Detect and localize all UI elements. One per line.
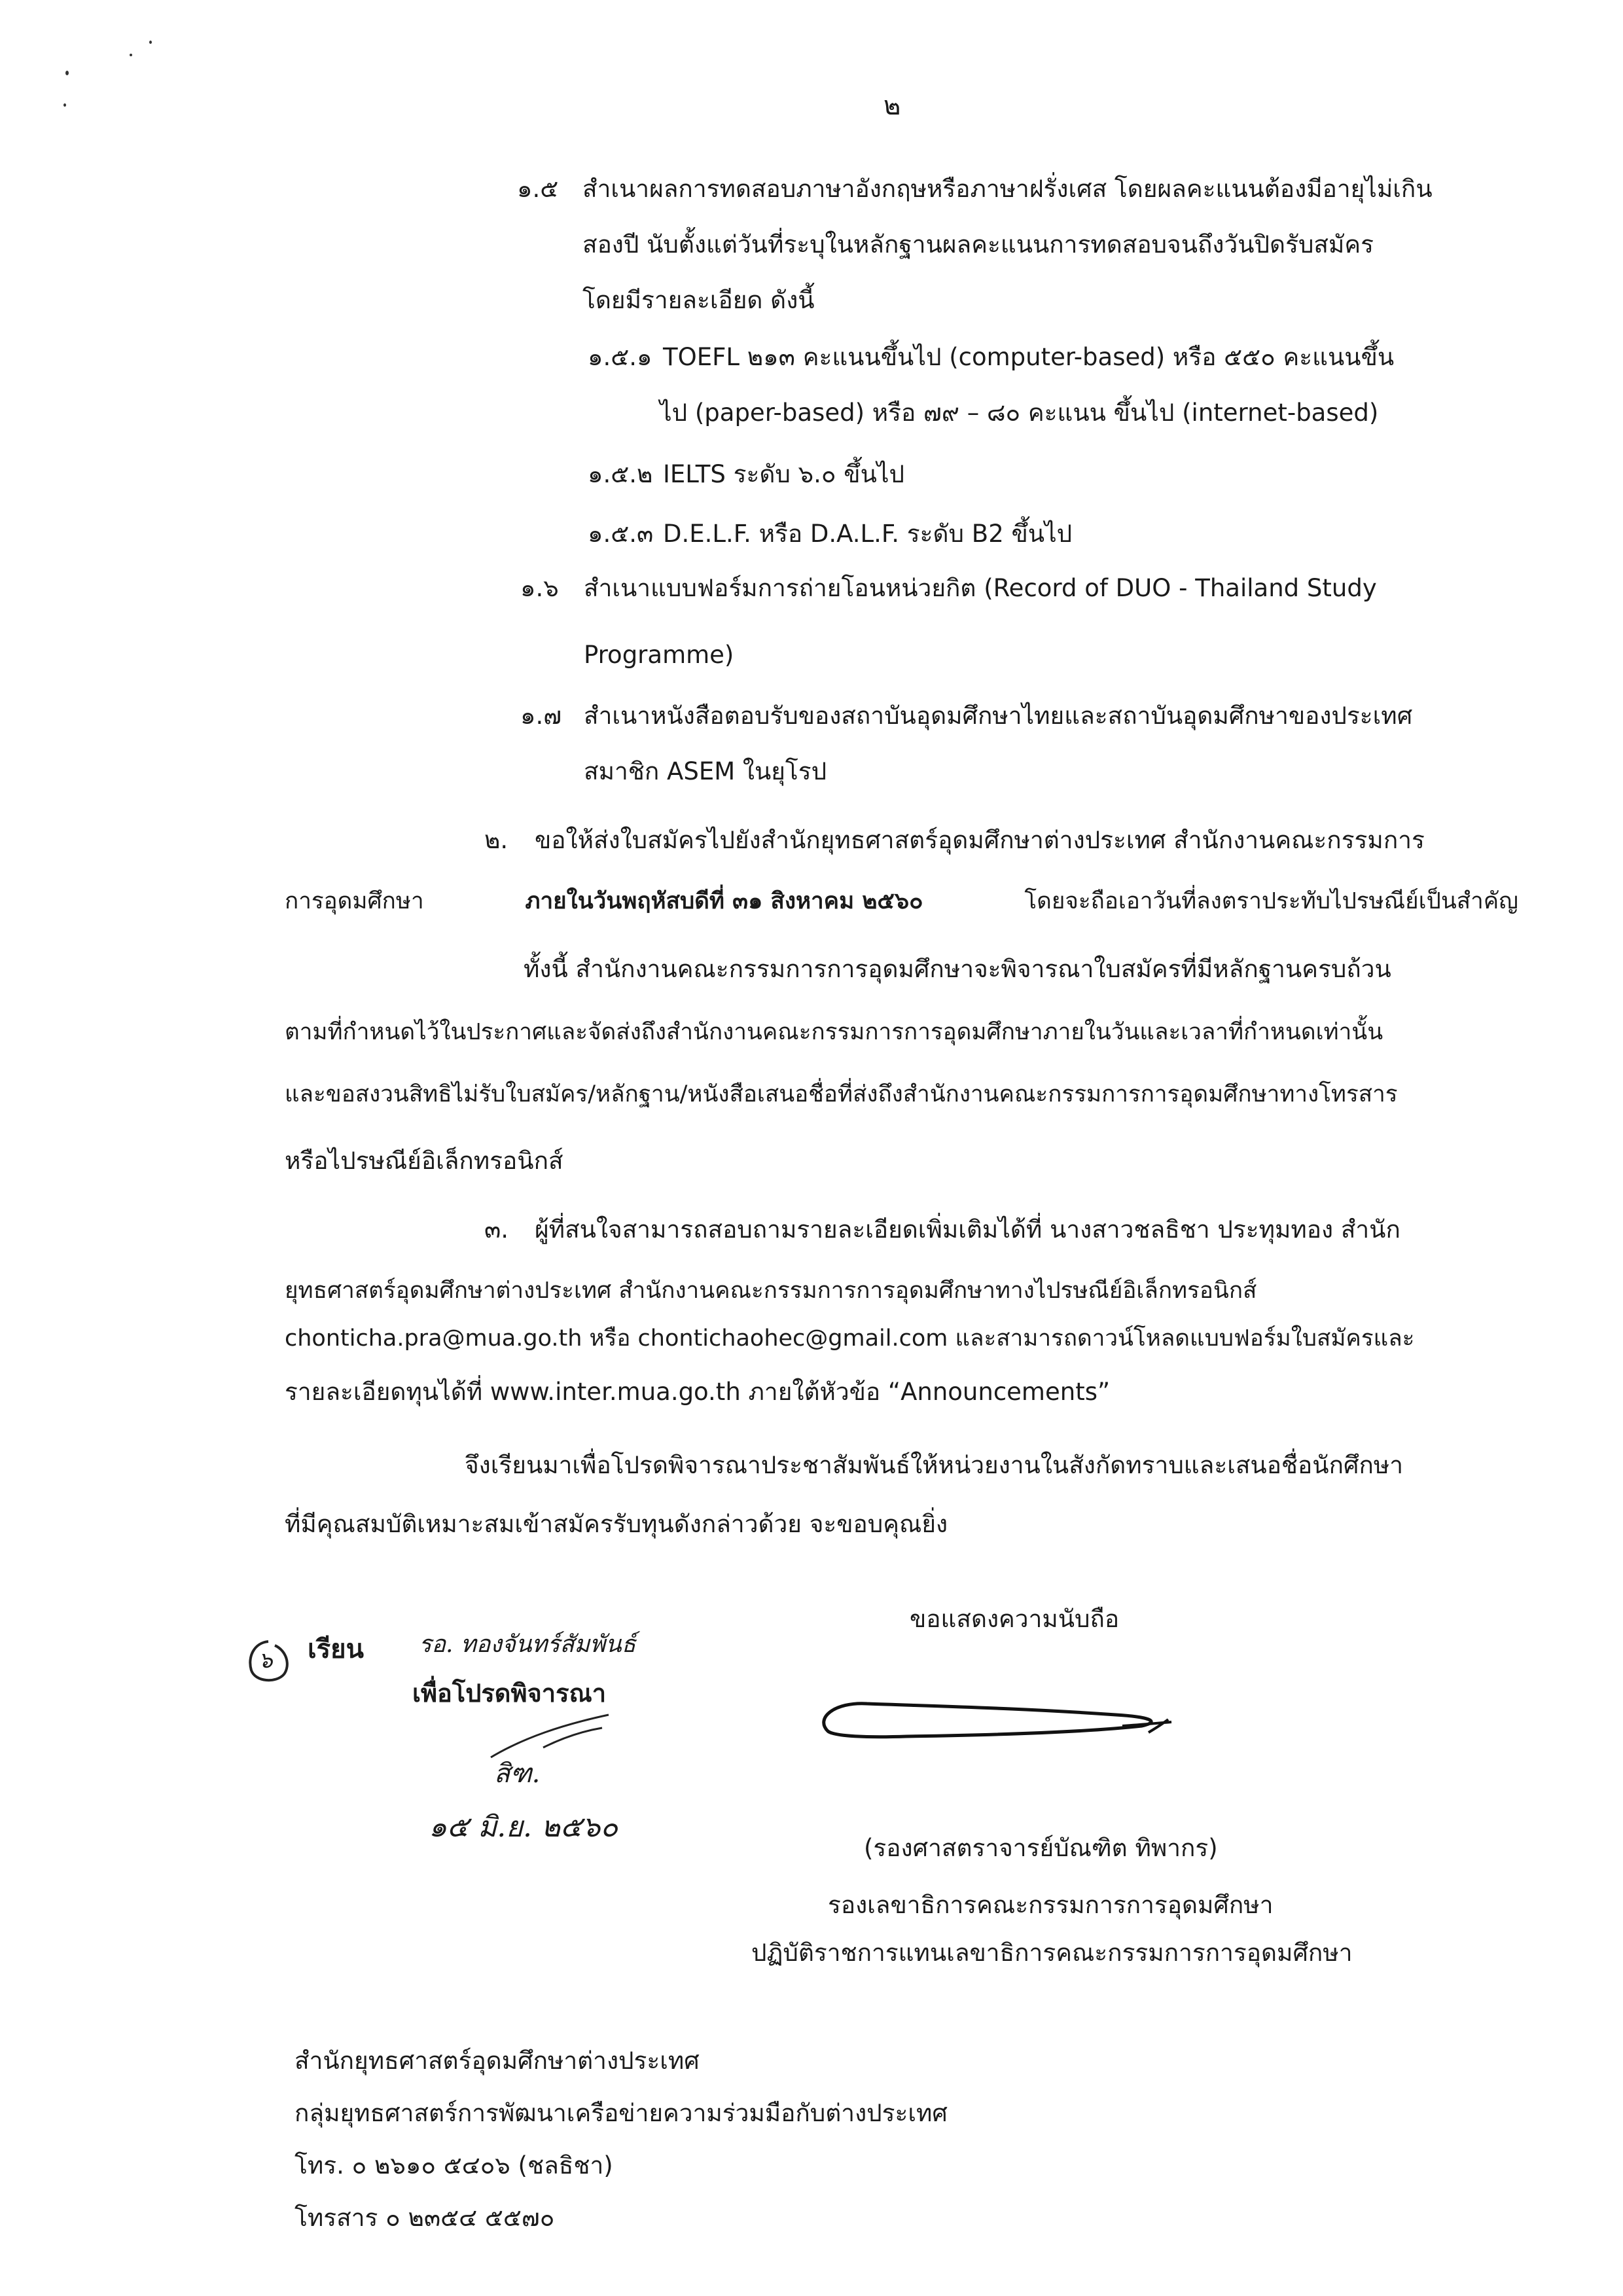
item-number: ๑.๖ (520, 574, 559, 602)
scan-speck (63, 103, 66, 107)
subitem-text: ไป (paper-based) หรือ ๗๙ – ๘๐ คะแนน ขึ้นไป (internet-based) (660, 399, 1379, 427)
item-text: สำเนาผลการทดสอบภาษาอังกฤษหรือภาษาฝรั่งเศส โดยผลคะแนนต้องมีอายุไม่เกิน (582, 175, 1433, 203)
memo-date: ๑๕ มิ.ย. ๒๕๖๐ (429, 1810, 618, 1844)
closing-text: ที่มีคุณสมบัติเหมาะสมเข้าสมัครรับทุนดังกล่าวด้วย จะขอบคุณยิ่ง (285, 1510, 948, 1538)
deadline: ภายในวันพฤหัสบดีที่ ๓๑ สิงหาคม ๒๕๖๐ (525, 888, 923, 914)
item-text: Programme) (584, 641, 734, 669)
scan-speck (149, 41, 152, 44)
signer-position: รองเลขาธิการคณะกรรมการการอุดมศึกษา (828, 1891, 1274, 1919)
item-text: สำเนาแบบฟอร์มการถ่ายโอนหน่วยกิต (Record of DUO - Thailand Study (584, 574, 1377, 602)
memo-addressee: รอ. ทองจันทร์สัมพันธ์ (419, 1631, 636, 1658)
memo-request: เพื่อโปรดพิจารณา (412, 1679, 607, 1708)
memo-to: เรียน (308, 1634, 364, 1664)
section-text: ขอให้ส่งใบสมัครไปยังสำนักยุทธศาสตร์อุดมศึกษาต่างประเทศ สำนักงานคณะกรรมการ (535, 826, 1425, 854)
section-text: รายละเอียดทุนได้ที่ www.inter.mua.go.th ภายใต้หัวข้อ “Announcements” (285, 1378, 1111, 1406)
page-number: ๒ (883, 91, 901, 121)
notice-text: และขอสงวนสิทธิไม่รับใบสมัคร/หลักฐาน/หนังสือเสนอชื่อที่ส่งถึงสำนักงานคณะกรรมการการอุดมศึกษาทางโทรสาร (285, 1081, 1398, 1107)
section-text: การอุดมศึกษา ภายในวันพฤหัสบดีที่ ๓๑ สิงหาคม ๒๕๖๐ โดยจะถือเอาวันที่ลงตราประทับไปรษณีย์เป็นสำคัญ (285, 888, 1518, 914)
notice-text: หรือไปรษณีย์อิเล็กทรอนิกส์ (285, 1147, 563, 1175)
closing-text: จึงเรียนมาเพื่อโปรดพิจารณาประชาสัมพันธ์ให้หน่วยงานในสังกัดทราบและเสนอชื่อนักศึกษา (465, 1451, 1404, 1479)
scan-speck (130, 54, 132, 56)
item-text: โดยมีรายละเอียด ดังนี้ (582, 286, 815, 314)
section-text: chonticha.pra@mua.go.th หรือ chontichaohec@gmail.com และสามารถดาวน์โหลดแบบฟอร์มใบสมัครและ (285, 1325, 1415, 1352)
footer-fax: โทรสาร ๐ ๒๓๕๔ ๕๕๗๐ (294, 2204, 555, 2232)
item-text: สองปี นับตั้งแต่วันที่ระบุในหลักฐานผลคะแนนการทดสอบจนถึงวันปิดรับสมัคร (582, 230, 1374, 259)
notice-text: ตามที่กำหนดไว้ในประกาศและจัดส่งถึงสำนักงานคณะกรรมการการอุดมศึกษาภายในวันและเวลาที่กำหนดเท่านั้น (285, 1019, 1383, 1045)
item-number: ๑.๗ (520, 702, 562, 730)
subitem-number: ๑.๕.๑ (588, 343, 652, 371)
memo-initial: สิฑ. (494, 1759, 541, 1789)
section-number: ๓. (484, 1215, 509, 1244)
circled-mark-text: ๖ (259, 1647, 273, 1674)
scan-speck (65, 71, 69, 75)
signature-scribble (808, 1692, 1188, 1751)
section-text: ยุทธศาสตร์อุดมศึกษาต่างประเทศ สำนักงานคณะกรรมการการอุดมศึกษาทางไปรษณีย์อิเล็กทรอนิกส์ (285, 1278, 1257, 1304)
subitem-number: ๑.๕.๓ (588, 520, 654, 548)
item-text: สมาชิก ASEM ในยุโรป (584, 757, 827, 785)
signer-position: ปฏิบัติราชการแทนเลขาธิการคณะกรรมการการอุดมศึกษา (751, 1939, 1353, 1967)
subitem-number: ๑.๕.๒ (588, 460, 653, 488)
item-text: สำเนาหนังสือตอบรับของสถาบันอุดมศึกษาไทยและสถาบันอุดมศึกษาของประเทศ (584, 702, 1413, 730)
subitem-text: IELTS ระดับ ๖.๐ ขึ้นไป (663, 460, 904, 488)
regards: ขอแสดงความนับถือ (910, 1605, 1120, 1633)
footer-office: สำนักยุทธศาสตร์อุดมศึกษาต่างประเทศ (294, 2047, 700, 2075)
footer-group: กลุ่มยุทธศาสตร์การพัฒนาเครือข่ายความร่วมมือกับต่างประเทศ (294, 2099, 948, 2127)
subitem-text: D.E.L.F. หรือ D.A.L.F. ระดับ B2 ขึ้นไป (663, 520, 1073, 548)
footer-tel: โทร. ๐ ๒๖๑๐ ๕๔๐๖ (ชลธิชา) (294, 2151, 613, 2179)
subitem-text: TOEFL ๒๑๓ คะแนนขึ้นไป (computer-based) หรือ ๕๕๐ คะแนนขึ้น (663, 343, 1395, 371)
notice-text: ทั้งนี้ สำนักงานคณะกรรมการการอุดมศึกษาจะพิจารณาใบสมัครที่มีหลักฐานครบถ้วน (524, 955, 1391, 983)
memo-initial-scribble (484, 1712, 615, 1764)
item-number: ๑.๕ (517, 175, 559, 203)
signer-name: (รองศาสตราจารย์บัณฑิต ทิพากร) (864, 1834, 1218, 1862)
section-number: ๒. (484, 826, 508, 854)
section-text: ผู้ที่สนใจสามารถสอบถามรายละเอียดเพิ่มเติมได้ที่ นางสาวชลธิชา ประทุมทอง สำนัก (535, 1215, 1400, 1244)
